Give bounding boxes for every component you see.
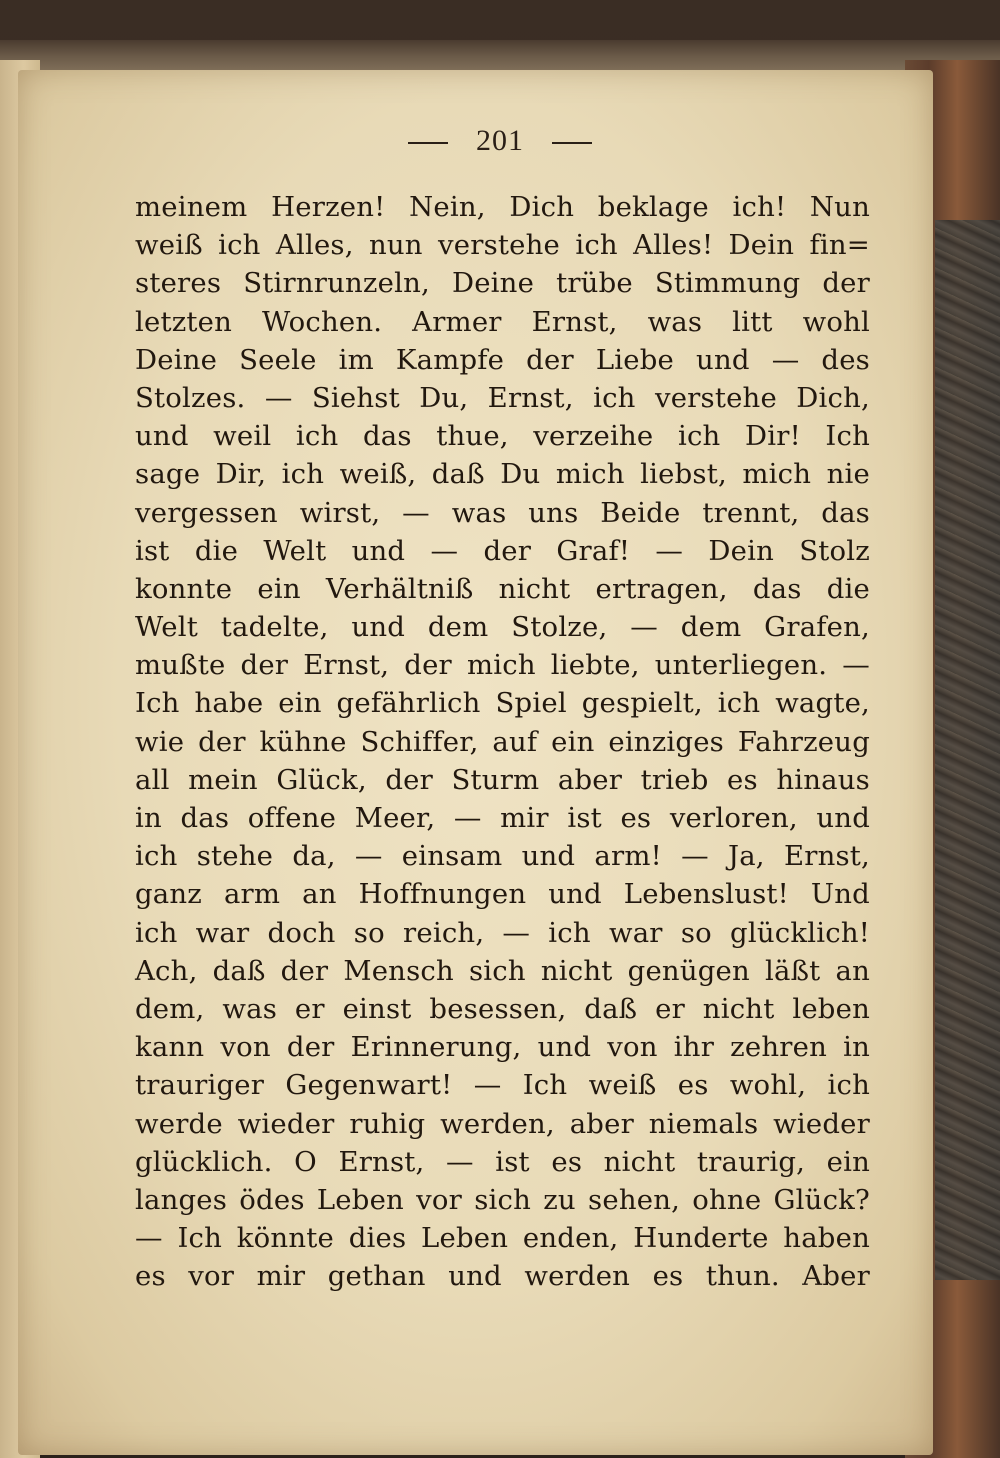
text-line: werde wieder ruhig werden, aber niemals wieder [135,1107,870,1140]
text-line: wie der kühne Schiffer, auf ein einziges Fahrzeug [135,725,870,758]
text-line: Ich habe ein gefährlich Spiel gespielt, ich wagte, [135,687,870,720]
text-line: vergessen wirst, — was uns Beide trennt, das [135,496,870,529]
body-text [135,188,870,1295]
text-line: sage Dir, ich weiß, daß Du mich liebst, mich nie [135,458,870,491]
text-line: konnte ein Verhältniß nicht ertragen, das die [135,572,870,605]
text-line: all mein Glück, der Sturm aber trieb es hinaus [135,763,870,796]
text-line: Deine Seele im Kampfe der Liebe und — des [135,343,870,376]
text-line: mußte der Ernst, der mich liebte, unterliegen. — [135,649,870,682]
text-line: glücklich. O Ernst, — ist es nicht traurig, ein [135,1145,870,1178]
text-line: — Ich könnte dies Leben enden, Hunderte haben [135,1222,870,1255]
text-line: letzten Wochen. Armer Ernst, was litt wohl [135,305,870,338]
text-line: trauriger Gegenwart! — Ich weiß es wohl, ich [135,1069,870,1102]
text-line: meinem Herzen! Nein, Dich beklage ich! Nun [135,191,870,223]
header-dash-right [552,142,592,144]
text-line: dem, was er einst besessen, daß er nicht leben [135,992,870,1025]
text-line: Welt tadelte, und dem Stolze, — dem Grafen, [135,611,870,644]
text-line: langes ödes Leben vor sich zu sehen, ohne Glück? [135,1183,870,1216]
text-line: Stolzes. — Siehst Du, Ernst, ich verstehe Dich, [135,381,870,414]
text-line: steres Stirnrunzeln, Deine trübe Stimmung der [135,267,870,300]
text-line: es vor mir gethan und werden es thun. Aber [135,1260,870,1293]
text-line: ich stehe da, — einsam und arm! — Ja, Ernst, [135,840,870,873]
marbled-cover [935,220,1000,1280]
page-number: 201 [476,124,524,157]
text-line: ich war doch so reich, — ich war so glücklich! [135,916,870,949]
text-line: ganz arm an Hoffnungen und Lebenslust! Und [135,878,870,911]
text-line: ist die Welt und — der Graf! — Dein Stolz [135,534,870,567]
text-line: Ach, daß der Mensch sich nicht genügen läßt an [135,954,870,987]
page-header [0,124,1000,158]
text-line: weiß ich Alles, nun verstehe ich Alles! Dein fin= [135,229,870,262]
text-line: und weil ich das thue, verzeihe ich Dir! Ich [135,420,870,453]
text-line: kann von der Erinnerung, und von ihr zehren in [135,1031,870,1064]
text-line: in das offene Meer, — mir ist es verloren, und [135,802,870,834]
header-dash-left [408,142,448,144]
